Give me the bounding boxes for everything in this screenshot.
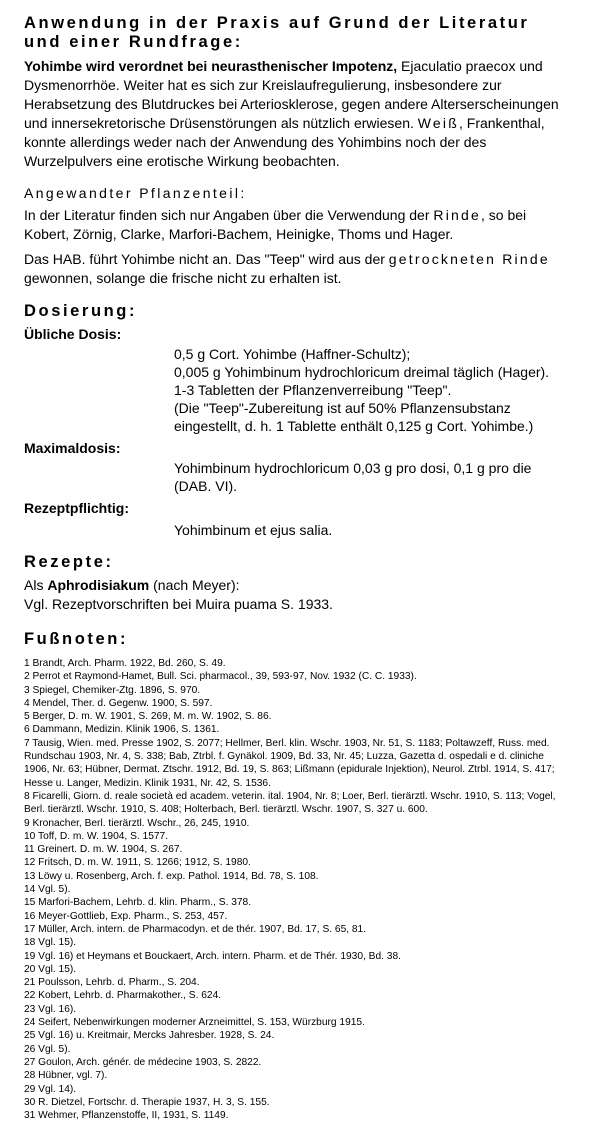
rezepte-line-1-b: (nach Meyer): <box>149 577 240 593</box>
footnote-item: 23 Vgl. 16). <box>24 1003 77 1015</box>
dose-line: eingestellt, d. h. 1 Tablette enthält 0,125 g Cort. Yohimbe.) <box>174 418 534 434</box>
footnote-item: 8 Ficarelli, Giorn. d. reale società ed academ. veterin. ital. 1904, Nr. 8; Loer, Berl. tierärztl. Wschr. 1910, S. 113; Vogel, Berl. tierärztl. Wschr. 1910, S. 408; Holterbach, Berl. tierärztl. Wschr. 1907, S. 327 u. 600. <box>24 790 556 816</box>
footnote-item: 18 Vgl. 15). <box>24 937 77 949</box>
footnote-item: 7 Tausig, Wien. med. Presse 1902, S. 2077; Hellmer, Berl. klin. Wschr. 1903, Nr. 51, S. 1183; Poltawzeff, Russ. med. Rundschau 1903, Nr. 4, S. 338; Bab, Ztrbl. f. Gynäkol. 1909, Bd. 33, Nr. 45; Luzza, Gazetta d. ospedali e d. cliniche 1906, Nr. 63; Hübner, Dermat. Ztschr. 1912, Bd. 19, S. 863; Lißmann (epidurale Injektion), Neurol. Ztrbl. 1914, S. 417; Hesse u. Langer, Medizin. Klinik 1931, Nr. 42, S. 1536. <box>24 737 555 789</box>
praxis-heading: Anwendung in der Praxis auf Grund der Literatur und einer Rundfrage: <box>24 14 530 51</box>
pflanzenteil-p2-text-b: gewonnen, solange die frische nicht zu erhalten ist. <box>24 270 342 286</box>
footnote-item: 30 R. Dietzel, Fortschr. d. Therapie 1937, H. 3, S. 155. <box>24 1096 270 1108</box>
pflanzenteil-heading: Angewandter Pflanzenteil: <box>24 185 247 201</box>
footnote-item: 2 Perrot et Raymond-Hamet, Bull. Sci. pharmacol., 39, 593-97, Nov. 1932 (C. C. 1933). <box>24 671 417 683</box>
dose-line: (Die "Teep"-Zubereitung ist auf 50% Pflanzensubstanz <box>174 400 511 416</box>
rezepte-line-2: Vgl. Rezeptvorschriften bei Muira puama S. 1933. <box>24 596 333 612</box>
aphrodisiakum-term: Aphrodisiakum <box>47 577 150 593</box>
footnote-item: 5 Berger, D. m. W. 1901, S. 269, M. m. W. 1902, S. 86. <box>24 711 272 723</box>
pflanzenteil-p1-text-a: In der Literatur finden sich nur Angaben über die Verwendung der <box>24 207 434 223</box>
rinde-term: Rinde <box>433 207 481 223</box>
footnote-item: 20 Vgl. 15). <box>24 963 77 975</box>
footnote-item: 16 Meyer-Gottlieb, Exp. Pharm., S. 253, 457. <box>24 910 228 922</box>
dose-line: (DAB. VI). <box>174 478 238 494</box>
footnote-item: 27 Goulon, Arch. génér. de médecine 1903, S. 2822. <box>24 1056 262 1068</box>
dose-line: 0,5 g Cort. Yohimbe (Haffner-Schultz); <box>174 346 411 362</box>
dosierung-heading: Dosierung: <box>24 302 138 320</box>
footnote-item: 1 Brandt, Arch. Pharm. 1922, Bd. 260, S. 49. <box>24 658 226 669</box>
rezepte-block <box>24 576 567 614</box>
pflanzenteil-paragraph-2 <box>24 250 567 288</box>
dose-line: 0,005 g Yohimbinum hydrochloricum dreimal täglich (Hager). <box>174 364 550 380</box>
footnote-item: 11 Greinert. D. m. W. 1904, S. 267. <box>24 844 183 856</box>
footnote-item: 25 Vgl. 16) u. Kreitmair, Mercks Jahresber. 1928, S. 24. <box>24 1030 275 1042</box>
dose-line: 1-3 Tabletten der Pflanzenverreibung "Teep". <box>174 382 452 398</box>
footnote-item: 15 Marfori-Bachem, Lehrb. d. klin. Pharm., S. 378. <box>24 897 252 909</box>
praxis-bold-lead: Yohimbe wird verordnet bei neurasthenischer Impotenz, <box>24 58 398 74</box>
rezeptpflichtig-label: Rezeptpflichtig: <box>24 500 129 516</box>
footnote-item: 12 Fritsch, D. m. W. 1911, S. 1266; 1912, S. 1980. <box>24 857 251 869</box>
footnote-item: 4 Mendel, Ther. d. Gegenw. 1900, S. 597. <box>24 697 213 709</box>
pflanzenteil-p2-text-a: Das HAB. führt Yohimbe nicht an. Das "Teep" wird aus der <box>24 251 389 267</box>
praxis-text-1: Ejaculatio praecox und Dysmenorrhöe. Weiter hat es sich zur Kreislaufregulierung, insbesondere zur Herabsetzung des Blutdruckes bei Arteriosklerose, gegen andere Alterserscheinungen und innersekretorische Drüsenstörungen als nützlich erwiesen. <box>24 58 559 131</box>
uebliche-dosis-label: Übliche Dosis: <box>24 326 122 342</box>
praxis-paragraph <box>24 57 567 171</box>
maximaldosis-label: Maximaldosis: <box>24 440 121 456</box>
author-weiss: Weiß <box>417 115 459 131</box>
maximaldosis-values <box>174 459 567 495</box>
praxis-text-2: , Frankenthal, konnte allerdings weder nach der Anwendung des Yohimbins noch der des Wurzelpulvers eine erotische Wirkung beobachten. <box>24 115 545 169</box>
rezepte-heading: Rezepte: <box>24 553 114 571</box>
footnote-item: 22 Kobert, Lehrb. d. Pharmakother., S. 624. <box>24 990 222 1002</box>
footnote-item: 19 Vgl. 16) et Heymans et Bouckaert, Arch. intern. Pharm. et de Thér. 1930, Bd. 38. <box>24 950 401 962</box>
footnote-item: 3 Spiegel, Chemiker-Ztg. 1896, S. 970. <box>24 684 201 696</box>
footnote-item: 6 Dammann, Medizin. Klinik 1906, S. 1361. <box>24 724 220 736</box>
footnote-item: 14 Vgl. 5). <box>24 884 71 896</box>
footnote-item: 9 Kronacher, Berl. tierärztl. Wschr., 26, 245, 1910. <box>24 817 250 829</box>
rezepte-line-1 <box>24 576 567 595</box>
footnote-item: 21 Poulsson, Lehrb. d. Pharm., S. 204. <box>24 977 200 989</box>
fussnoten-heading: Fußnoten: <box>24 630 129 648</box>
footnote-item: 29 Vgl. 14). <box>24 1083 77 1095</box>
rezepte-line-1-a: Als <box>24 577 48 593</box>
pflanzenteil-paragraph-1 <box>24 206 567 244</box>
footnote-list <box>24 657 567 1122</box>
footnote-item: 24 Seifert, Nebenwirkungen moderner Arzneimittel, S. 153, Würzburg 1915. <box>24 1017 365 1029</box>
getrocknete-rinde-term: getrockneten Rinde <box>388 251 550 267</box>
pflanzenteil-p1-text-b: , so bei Kobert, Zörnig, Clarke, Marfori-Bachem, Heinigke, Thoms und Hager. <box>24 207 527 242</box>
footnote-item: 17 Müller, Arch. intern. de Pharmacodyn. et de thér. 1907, Bd. 17, S. 65, 81. <box>24 923 367 935</box>
footnote-item: 10 Toff, D. m. W. 1904, S. 1577. <box>24 830 169 842</box>
footnote-item: 31 Wehmer, Pflanzenstoffe, II, 1931, S. 1149. <box>24 1110 229 1122</box>
footnote-item: 13 Löwy u. Rosenberg, Arch. f. exp. Pathol. 1914, Bd. 78, S. 108. <box>24 870 319 882</box>
footnote-item: 28 Hübner, vgl. 7). <box>24 1070 108 1082</box>
uebliche-dosis-values <box>174 345 567 435</box>
footnote-item: 26 Vgl. 5). <box>24 1043 71 1055</box>
rezeptpflichtig-value: Yohimbinum et ejus salia. <box>174 522 333 538</box>
dose-line: Yohimbinum hydrochloricum 0,03 g pro dosi, 0,1 g pro die <box>174 460 532 476</box>
